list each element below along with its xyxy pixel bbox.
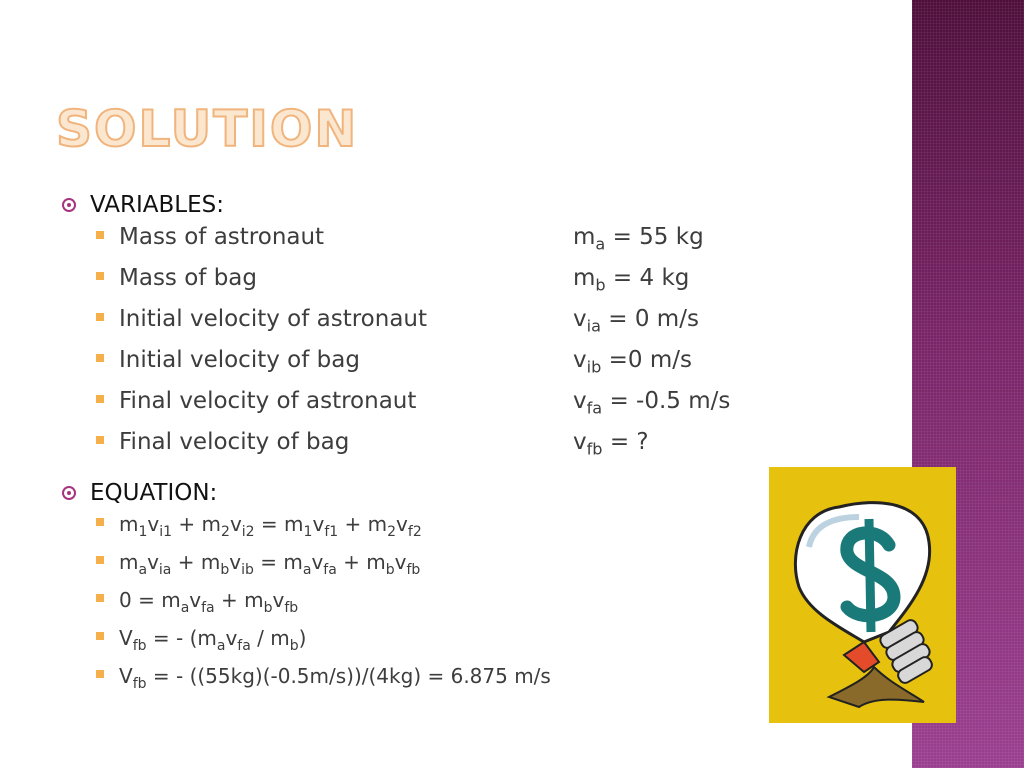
equation-subscript: fa — [237, 637, 251, 654]
variable-row — [62, 265, 862, 306]
equation-segment: + m — [171, 550, 221, 574]
equation-segment: m — [119, 550, 139, 574]
variable-symbol: v — [573, 429, 587, 455]
variable-symbol: v — [573, 347, 587, 373]
slide-title: SOLUTION — [56, 100, 359, 158]
equation-subscript: a — [138, 561, 148, 578]
square-bullet-icon — [96, 670, 104, 678]
equation-text — [119, 550, 421, 578]
equation-segment: + m — [214, 588, 264, 612]
variable-symbol: m — [573, 265, 596, 291]
square-bullet-icon — [96, 632, 104, 640]
square-bullet-icon — [96, 354, 104, 362]
variable-value — [573, 388, 731, 418]
equation-text — [119, 512, 422, 540]
variable-label: Initial velocity of astronaut — [119, 306, 428, 332]
square-bullet-icon — [96, 313, 104, 321]
equation-segment: = m — [254, 512, 304, 536]
variables-heading: VARIABLES: — [90, 192, 224, 218]
equation-segment: = - ((55kg)(-0.5m/s))/(4kg) = 6.875 m/s — [146, 664, 551, 688]
equation-segment: V — [119, 664, 133, 688]
equation-heading: EQUATION: — [90, 480, 218, 506]
variable-subscript: ia — [586, 316, 601, 336]
variable-value — [573, 306, 699, 336]
variable-value — [573, 429, 649, 459]
variable-symbol: v — [573, 306, 587, 332]
equation-segment: v — [396, 512, 408, 536]
variable-row — [62, 388, 862, 429]
equation-subscript: fa — [323, 561, 337, 578]
variable-row — [62, 224, 862, 265]
equation-text — [119, 588, 299, 616]
square-bullet-icon — [96, 436, 104, 444]
variable-subscript: fb — [586, 439, 603, 459]
square-bullet-icon — [96, 556, 104, 564]
equation-subscript: 2 — [221, 523, 230, 540]
circle-bullet-icon — [62, 198, 76, 212]
variable-amount: = 55 kg — [605, 224, 704, 250]
equation-segment: v — [225, 626, 238, 650]
variable-label: Final velocity of astronaut — [119, 388, 417, 414]
variable-label: Final velocity of bag — [119, 429, 350, 455]
square-bullet-icon — [96, 272, 104, 280]
equation-segment: ) — [298, 626, 307, 650]
equation-subscript: fa — [201, 599, 215, 616]
equation-segment: v — [147, 512, 160, 536]
equation-list — [62, 512, 862, 702]
equation-segment: v — [312, 512, 325, 536]
equation-subscript: i1 — [159, 523, 173, 540]
equation-subscript: ib — [241, 561, 254, 578]
variables-list — [62, 224, 862, 470]
variable-row — [62, 347, 862, 388]
equation-subscript: i2 — [241, 523, 255, 540]
equation-segment: + m — [172, 512, 222, 536]
equation-heading-row — [62, 474, 862, 512]
variable-subscript: fa — [586, 398, 603, 418]
equation-segment: + m — [336, 550, 386, 574]
equation-segment: v — [229, 550, 242, 574]
equation-subscript: ia — [158, 561, 172, 578]
equation-subscript: a — [302, 561, 312, 578]
variable-symbol: m — [573, 224, 596, 250]
equation-subscript: 1 — [303, 523, 313, 540]
equation-segment: v — [394, 550, 407, 574]
equation-text — [119, 626, 307, 654]
variable-amount: = -0.5 m/s — [602, 388, 731, 414]
equation-subscript: f2 — [407, 523, 422, 540]
variable-subscript: ib — [586, 357, 602, 377]
equation-subscript: b — [263, 599, 273, 616]
variables-heading-row — [62, 186, 862, 224]
equation-line — [62, 550, 862, 588]
variable-amount: =0 m/s — [601, 347, 692, 373]
variable-value — [573, 347, 692, 377]
variable-row — [62, 429, 862, 470]
equation-segment: m — [119, 512, 139, 536]
equation-subscript: b — [385, 561, 395, 578]
variable-symbol: v — [573, 388, 587, 414]
equation-text — [119, 664, 551, 692]
equation-subscript: a — [216, 637, 226, 654]
equation-segment: = - (m — [146, 626, 217, 650]
equation-segment: v — [229, 512, 242, 536]
equation-subscript: fb — [132, 637, 147, 654]
equation-segment: V — [119, 626, 133, 650]
equation-segment: / m — [250, 626, 290, 650]
circle-bullet-icon — [62, 486, 76, 500]
square-bullet-icon — [96, 518, 104, 526]
square-bullet-icon — [96, 231, 104, 239]
variable-row — [62, 306, 862, 347]
square-bullet-icon — [96, 395, 104, 403]
variable-value — [573, 265, 690, 295]
equation-line — [62, 512, 862, 550]
equation-segment: v — [189, 588, 202, 612]
equation-segment: v — [147, 550, 159, 574]
equation-segment: + m — [338, 512, 388, 536]
equation-subscript: 1 — [138, 523, 148, 540]
variable-subscript: b — [595, 275, 606, 295]
slide-content — [62, 186, 862, 702]
equation-segment: v — [311, 550, 324, 574]
variable-amount: = 0 m/s — [600, 306, 699, 332]
lightbulb-dollar-image — [769, 467, 956, 723]
equation-subscript: b — [220, 561, 230, 578]
variable-label: Mass of astronaut — [119, 224, 325, 250]
equation-subscript: fb — [284, 599, 299, 616]
equation-segment: = m — [253, 550, 303, 574]
variable-amount: = ? — [602, 429, 649, 455]
lightbulb-dollar-icon — [769, 467, 956, 723]
equation-line — [62, 588, 862, 626]
variable-amount: = 4 kg — [605, 265, 690, 291]
equation-subscript: 2 — [387, 523, 397, 540]
variable-value — [573, 224, 704, 254]
variable-label: Mass of bag — [119, 265, 257, 291]
equation-subscript: fb — [406, 561, 421, 578]
equation-subscript: b — [289, 637, 299, 654]
equation-subscript: fb — [132, 675, 147, 692]
equation-segment: 0 = m — [119, 588, 181, 612]
equation-line — [62, 664, 862, 702]
square-bullet-icon — [96, 594, 104, 602]
variable-subscript: a — [595, 234, 606, 254]
variable-label: Initial velocity of bag — [119, 347, 360, 373]
equation-subscript: a — [180, 599, 190, 616]
equation-subscript: f1 — [324, 523, 339, 540]
equation-segment: v — [272, 588, 285, 612]
equation-line — [62, 626, 862, 664]
